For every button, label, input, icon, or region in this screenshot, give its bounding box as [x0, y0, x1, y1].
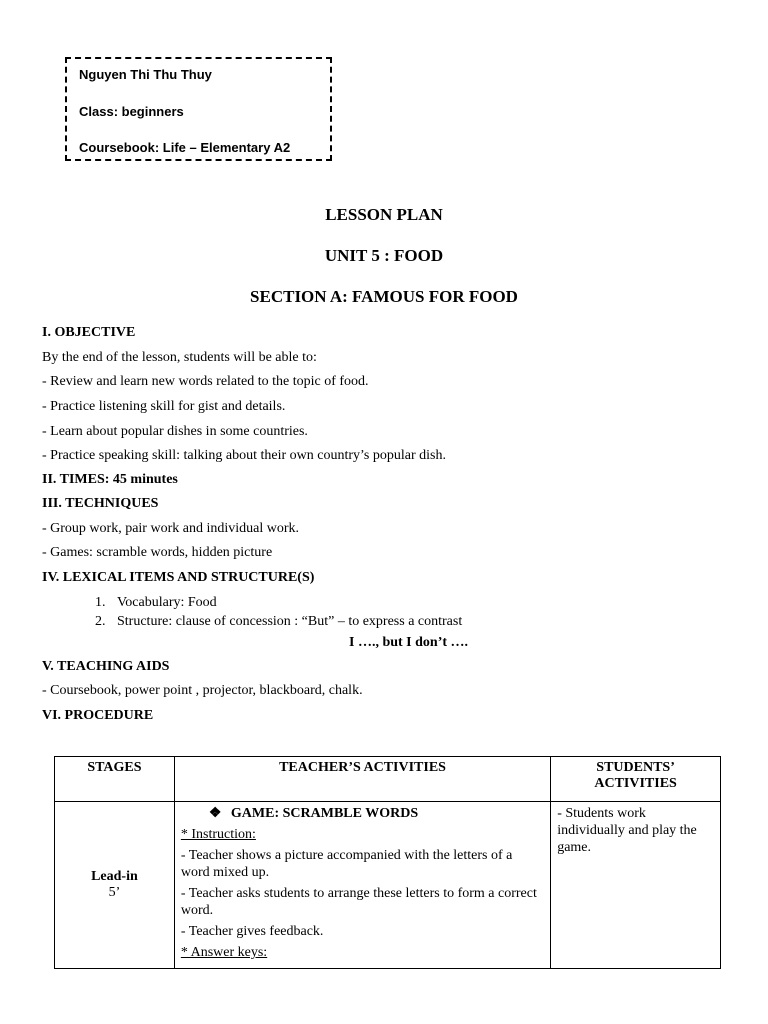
section-title: SECTION A: FAMOUS FOR FOOD	[250, 287, 518, 306]
procedure-heading: VI. PROCEDURE	[42, 708, 154, 723]
teacher-name: Nguyen Thi Thu Thuy	[79, 67, 212, 82]
times-heading: II. TIMES: 45 minutes	[42, 472, 178, 487]
coursebook-label: Coursebook: Life – Elementary A2	[79, 140, 291, 155]
techniques-item: - Group work, pair work and individual work.	[42, 521, 300, 536]
author-info-box	[65, 57, 332, 161]
students-activities-cell	[551, 802, 721, 969]
lesson-plan-title: LESSON PLAN	[325, 205, 443, 224]
stage-name: Lead-in	[91, 869, 138, 884]
stage-cell	[55, 802, 175, 969]
table-row	[55, 802, 721, 969]
techniques-heading: III. TECHNIQUES	[42, 496, 159, 511]
structure-pattern: I …., but I don’t ….	[349, 635, 469, 650]
diamond-bullet-icon: ❖	[208, 806, 222, 821]
techniques-item: - Games: scramble words, hidden picture	[42, 545, 273, 560]
objective-item: - Review and learn new words related to the topic of food.	[42, 374, 369, 389]
teaching-aids-text: - Coursebook, power point , projector, blackboard, chalk.	[42, 683, 363, 698]
stages-header: STAGES	[55, 757, 175, 802]
table-header-row	[55, 757, 721, 802]
activity-step: - Teacher gives feedback.	[180, 924, 324, 939]
procedure-table	[54, 756, 721, 969]
unit-title: UNIT 5 : FOOD	[324, 246, 444, 265]
stage-time: 5’	[108, 885, 121, 900]
lexical-heading: IV. LEXICAL ITEMS AND STRUCTURE(S)	[42, 570, 315, 585]
objective-item: - Practice speaking skill: talking about their own country’s popular dish.	[42, 448, 446, 463]
teaching-aids-heading: V. TEACHING AIDS	[42, 659, 170, 674]
teacher-activities-cell	[174, 802, 550, 969]
vocabulary-item: Vocabulary: Food	[117, 595, 217, 610]
students-activity: - Students work individually and play the game.	[557, 806, 697, 855]
game-title: ❖ GAME: SCRAMBLE WORDS	[208, 806, 419, 821]
objective-item: - Practice listening skill for gist and details.	[42, 399, 286, 414]
objective-heading: I. OBJECTIVE	[42, 325, 136, 340]
instruction-label: * Instruction:	[180, 827, 256, 842]
answer-keys-label: * Answer keys:	[180, 945, 268, 960]
students-activities-header: STUDENTS’ ACTIVITIES	[551, 757, 721, 802]
teacher-activities-header: TEACHER’S ACTIVITIES	[174, 757, 550, 802]
structure-item: Structure: clause of concession : “But” – to express a contrast	[117, 614, 463, 629]
objective-intro: By the end of the lesson, students will be able to:	[42, 350, 317, 365]
list-number: 1.	[95, 595, 106, 610]
class-label: Class: beginners	[79, 104, 184, 119]
activity-step: - Teacher shows a picture accompanied with the letters of a word mixed up.	[180, 848, 513, 880]
objective-item: - Learn about popular dishes in some countries.	[42, 424, 308, 439]
activity-step: - Teacher asks students to arrange these letters to form a correct word.	[180, 886, 537, 918]
list-number: 2.	[95, 614, 106, 629]
